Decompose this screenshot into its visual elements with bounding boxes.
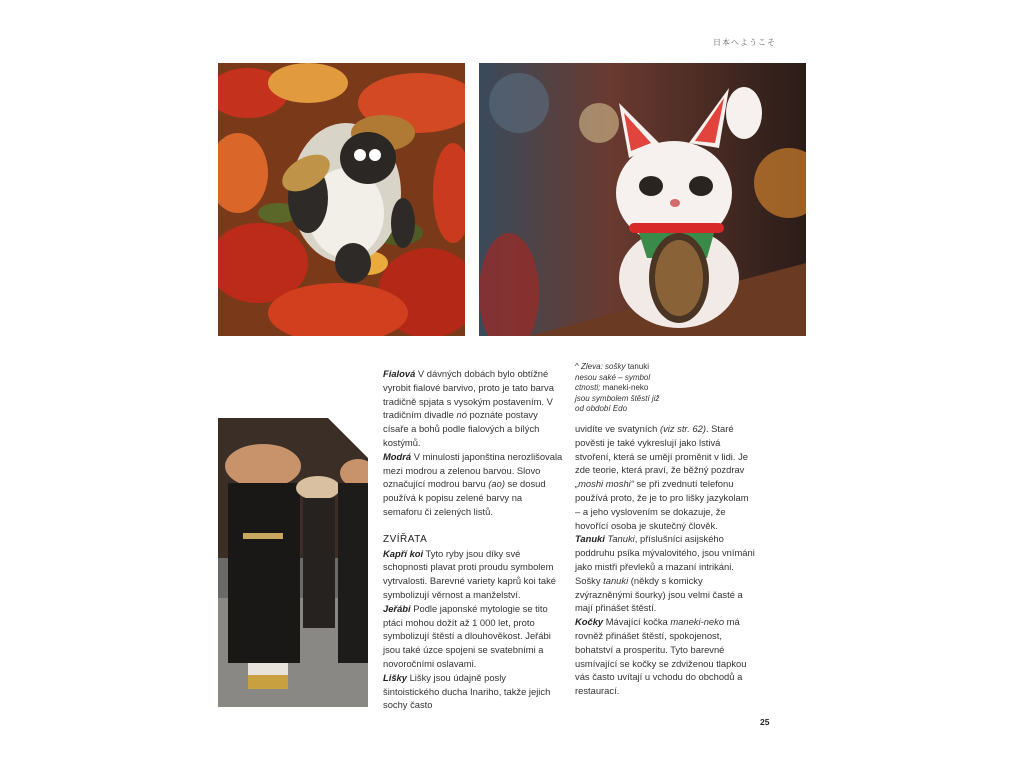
paragraph-text: poznáte postavy císaře a bohů podle fialových a bílých kostýmů.: [383, 409, 540, 448]
paragraph-fialova: [383, 367, 563, 450]
tanuki-photo: [218, 63, 465, 336]
monks-photo: [218, 418, 368, 707]
page-number: 25: [760, 717, 770, 727]
paragraph-text: V dávných dobách bylo obtížné vyrobit fialové barvivo, proto je tato barva tradičně spjata s vysokým postavením. V tradičním divadle: [383, 368, 554, 421]
page-reference: (viz str. 62): [659, 423, 706, 434]
paragraph-text: maneki-neko: [670, 616, 725, 628]
caption-text: tanuki: [627, 362, 650, 371]
caption-text: nesou saké – symbol: [575, 372, 651, 382]
paragraph-text: Tyto ryby jsou díky své schopnosti plavat proti proudu symbolem vytrvalosti. Barevné variety kaprů koi také symbolizují věrnost a manželství.: [383, 547, 556, 600]
caption-text: Zleva:: [581, 362, 603, 371]
right-column: [575, 422, 755, 698]
paragraph-tanuki: [575, 532, 755, 615]
caption-text: jsou symbolem štěstí již: [575, 393, 660, 403]
running-header: 日本へようこそ: [713, 38, 776, 47]
paragraph-text: nó: [456, 409, 467, 421]
caption-text: ctnosti;: [575, 383, 601, 392]
paragraph-text: tanuki: [603, 574, 629, 586]
paragraph-text: Mávající kočka: [603, 616, 671, 628]
paragraph-kapri: [383, 547, 563, 602]
caption-arrow-icon: ^: [575, 362, 579, 371]
paragraph-text: uvidíte ve svatyních: [575, 423, 660, 434]
term-kocky: Kočky: [575, 616, 604, 628]
left-column: [383, 367, 563, 712]
term-modra: Modrá: [383, 450, 412, 462]
term-jerabi: Jeřábi: [383, 602, 411, 614]
paragraph-text: Lišky jsou údajně posly šintoistického ducha Inariho, takže jejich sochy často: [383, 671, 551, 711]
paragraph-text: V minulosti japonština nerozlišovala mezi modrou a zelenou barvou. Slovo označující modrou barvu: [383, 450, 563, 490]
term-kapri-koi: Kapří koi: [383, 547, 424, 559]
paragraph-text: Tanuki: [604, 533, 635, 545]
maneki-neko-photo: [479, 63, 806, 336]
section-heading-zvirata: ZVÍŘATA: [383, 533, 428, 545]
paragraph-text: , příslušníci asijského poddruhu psíka mývalovitého, jsou vnímáni jako mistři převleků a mazaní intrikáni. Sošky: [575, 533, 755, 586]
paragraph-lisky: [383, 671, 563, 712]
paragraph-lisky-continued: [575, 422, 755, 532]
paragraph-jerabi: [383, 602, 563, 671]
caption-text: maneki-neko: [600, 383, 649, 392]
paragraph-text: se při zvednutí telefonu používá proto, že je to pro lišky jazykolam – a jeho vyslovením se dokazuje, že hovořící osoba je skutečný člověk.: [575, 478, 749, 531]
paragraph-kocky: [575, 615, 755, 698]
paragraph-modra: [383, 450, 563, 519]
caption-text: sošky: [602, 362, 628, 371]
paragraph-text: „moshi moshi“: [575, 478, 634, 490]
caption-text: od období Edo: [575, 404, 628, 413]
term-tanuki: Tanuki: [575, 533, 605, 545]
photo-caption: [575, 362, 705, 415]
term-fialova: Fialová: [383, 368, 416, 379]
paragraph-text: (ao): [488, 478, 505, 490]
paragraph-text: se dosud používá k popisu zelené barvy na semaforu či zelených listů.: [383, 478, 546, 517]
term-lisky: Lišky: [383, 671, 407, 683]
paragraph-text: Podle japonské mytologie se tito ptáci mohou dožít až 1 000 let, proto symbolizují štěstí a dlouhověkost. Jeřábi jsou také úzce spojeni se svatebními a novoročními oslavami.: [383, 602, 551, 669]
paragraph-text: (někdy s komicky zvýrazněnými šourky) jsou velmi časté a mají přinášet štěstí.: [575, 574, 743, 614]
paragraph-text: má rovněž přinášet štěstí, spokojenost, bohatství a prosperitu. Tyto barevné usmívající se kočky se zdviženou tlapkou vás často uvítají u vchodu do obchodů a restaurací.: [575, 616, 747, 697]
paragraph-text: . Staré pověsti je také vykreslují jako lstivá stvoření, která se umějí proměnit v lidi. Je zde teorie, která praví, že běžný pozdrav: [575, 423, 748, 476]
